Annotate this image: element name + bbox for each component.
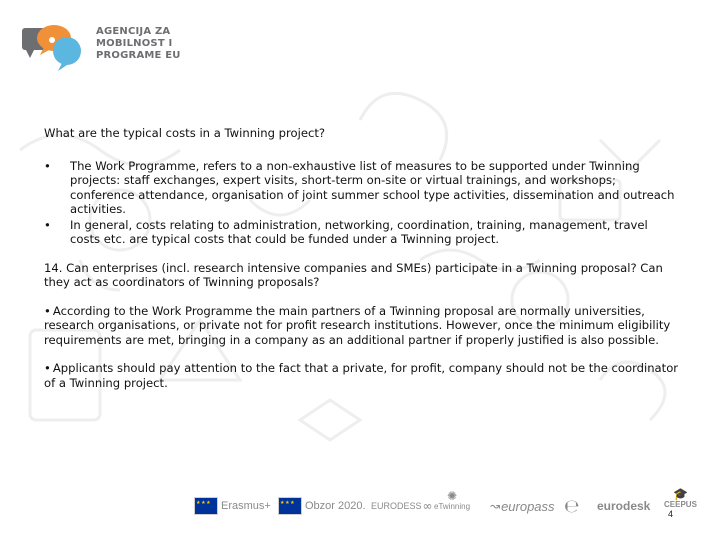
e-symbol-icon: ℮ [564, 495, 580, 517]
logo-line-1: AGENCIJA ZA [96, 26, 171, 37]
list-item [44, 218, 680, 247]
erasmus-logo [194, 494, 271, 518]
graduation-cap-icon: 🎓 [672, 487, 688, 501]
eu-flag-icon [278, 497, 302, 515]
question-14: 14. Can enterprises (incl. research intensive companies and SMEs) participate in a Twinning proposal? Can they act as coordinators of Twinning proposals? [44, 260, 663, 289]
answer-paragraph [44, 361, 680, 390]
paragraph-text: According to the Work Programme the main partners of a Twinning proposal are normally universities, research organisations, or private not for profit research institutions. However, once the minimum eligibility requirements are met, bringing in a company as an additional partner if properly justified is also possible. [44, 303, 671, 347]
eurodesk-label: eurodesk [597, 499, 651, 513]
paragraph-text: Applicants should pay attention to the fact that a private, for profit, company should not be the coordinator of a Twinning project. [44, 361, 679, 390]
etwinning-label: eTwinning [434, 502, 471, 511]
bullet-icon: • [44, 158, 51, 173]
speech-bubbles-icon [22, 20, 92, 72]
eurodess-logo [368, 494, 433, 518]
bullet-icon: • [44, 217, 51, 232]
bullet-text: In general, costs relating to administration, networking, coordination, training, management, travel costs etc. are typical costs that could be funded under a Twinning project. [70, 217, 648, 246]
logo-line-2: MOBILNOST I [96, 38, 173, 49]
bullet-icon: • [44, 361, 51, 375]
ceepus-label: CEEPUS [664, 500, 697, 509]
etwinning-icon: ✺ [446, 489, 458, 503]
erasmus-label: Erasmus+ [221, 500, 271, 512]
infinity-icon: ∞ [422, 499, 433, 513]
eu-flag-icon [194, 497, 218, 515]
bullet-icon: • [44, 303, 51, 318]
logo-line-3: PROGRAME EU [96, 50, 181, 61]
europass-label: europass [501, 498, 555, 514]
agency-logo [22, 20, 182, 72]
faq-content [44, 126, 680, 390]
europass-icon: ↝ [490, 499, 501, 513]
answer-paragraph [44, 304, 680, 348]
footer-logos [190, 488, 710, 524]
cost-bullet-list [44, 159, 680, 247]
e-symbol-logo [564, 494, 579, 518]
eurodess-label: EURODESS [371, 501, 422, 511]
list-item [44, 159, 680, 217]
europass-logo [490, 494, 555, 518]
eurodesk-logo [594, 494, 650, 518]
obzor-logo [278, 494, 366, 518]
etwinning-logo [434, 490, 470, 514]
bullet-text: The Work Programme, refers to a non-exhaustive list of measures to be supported under Twinning projects: staff exchanges, expert visits, short-term on-site or virtual trainings, and workshops; conference attendance, organisation of joint summer school type activities, dissemination and outreach activities. [70, 158, 675, 216]
obzor-label: Obzor 2020. [305, 500, 366, 512]
question-title: What are the typical costs in a Twinning project? [44, 126, 326, 140]
page-number: 4 [668, 509, 674, 519]
